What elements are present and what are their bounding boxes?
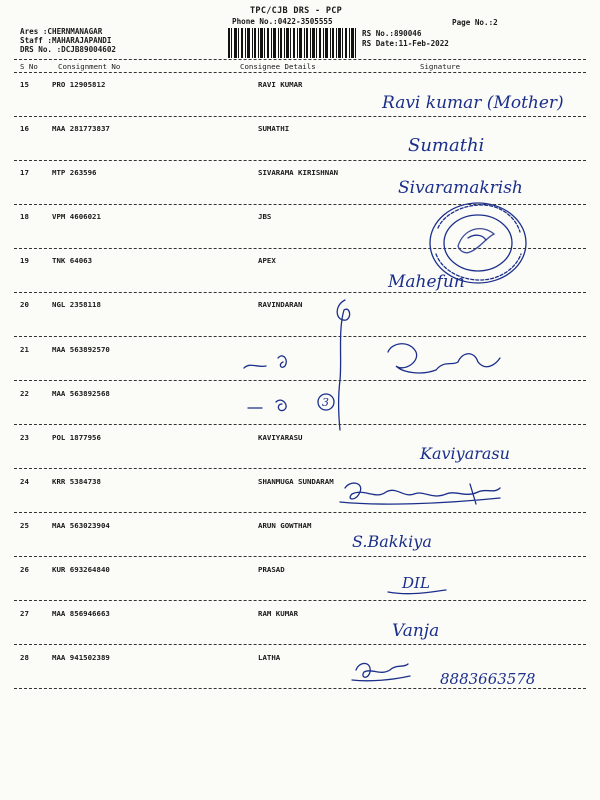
row-consignee: RAVINDARAN (258, 300, 303, 309)
col-header-consignee: Consignee Details (240, 62, 316, 71)
row-consignee: ARUN GOWTHAM (258, 521, 312, 530)
row-consignee: SUMATHI (258, 124, 290, 133)
row-sno: 26 (20, 565, 29, 574)
signature-row-19: Mahefun (388, 272, 465, 292)
signature-row-21-scribble (388, 344, 500, 373)
area-field: Ares :CHERNMANAGAR (20, 27, 103, 36)
row-sno: 22 (20, 389, 29, 398)
row-consignment: KRR 5384738 (52, 477, 101, 486)
rs-number: RS No.:890046 (362, 29, 422, 38)
row-consignment: NGL 2358118 (52, 300, 101, 309)
staff-field: Staff :MAHARAJAPANDI (20, 36, 112, 45)
row-consignee: KAVIYARASU (258, 433, 303, 442)
signature-row-15: Ravi kumar (Mother) (382, 93, 564, 113)
row-consignee: APEX (258, 256, 276, 265)
row-sno: 27 (20, 609, 29, 618)
col-header-consignment: Consignment No (58, 62, 121, 71)
signature-row-17: Sivaramakrish (398, 178, 523, 198)
row-consignment: MAA 856946663 (52, 609, 110, 618)
row-consignee: JBS (258, 212, 272, 221)
signature-row-16: Sumathi (408, 135, 485, 156)
page-number: Page No.:2 (452, 18, 498, 27)
rs-date: RS Date:11-Feb-2022 (362, 39, 449, 48)
signature-row-22-number: 3 (322, 396, 329, 409)
row-consignee: PRASAD (258, 565, 285, 574)
row-consignment: MAA 563892570 (52, 345, 110, 354)
document-title: TPC/CJB DRS - PCP (250, 6, 343, 16)
signature-row-21-mark (244, 356, 286, 368)
signature-row-25: S.Bakkiya (352, 532, 432, 551)
row-sno: 20 (20, 300, 29, 309)
row-sno: 15 (20, 80, 29, 89)
row-sno: 28 (20, 653, 29, 662)
signature-row-26: DIL (402, 574, 430, 592)
row-sno: 18 (20, 212, 29, 221)
row-consignment: PRO 12905812 (52, 80, 106, 89)
row-consignment: VPM 4606021 (52, 212, 101, 221)
row-consignee: SHANMUGA SUNDARAM (258, 477, 334, 486)
row-sno: 16 (20, 124, 29, 133)
row-consignment: POL 1877956 (52, 433, 101, 442)
signature-row-20-stroke (337, 300, 349, 430)
row-consignee: LATHA (258, 653, 281, 662)
col-header-signature: Signature (420, 62, 461, 71)
company-stamp (424, 198, 534, 288)
row-sno: 19 (20, 256, 29, 265)
row-consignment: TNK 64063 (52, 256, 93, 265)
row-consignee: RAVI KUMAR (258, 80, 303, 89)
row-sno: 23 (20, 433, 29, 442)
signature-row-23: Kaviyarasu (420, 444, 510, 463)
signature-row-28-scribble (352, 663, 410, 680)
drs-number: DRS No. :DCJB89004602 (20, 45, 117, 54)
row-consignment: MTP 263596 (52, 168, 97, 177)
row-consignment: MAA 563892568 (52, 389, 110, 398)
signature-row-28-phone: 8883663578 (440, 670, 536, 688)
signature-row-22-mark (248, 400, 286, 410)
signature-row-24-scribble (340, 483, 500, 504)
row-consignment: MAA 563023904 (52, 521, 110, 530)
phone-number: Phone No.:0422-3505555 (232, 17, 333, 26)
row-consignment: MAA 941502389 (52, 653, 110, 662)
col-header-sno: S No (20, 62, 38, 71)
row-consignment: KUR 693264840 (52, 565, 110, 574)
signature-row-27: Vanja (392, 621, 440, 641)
row-sno: 24 (20, 477, 29, 486)
row-sno: 25 (20, 521, 29, 530)
row-consignee: SIVARAMA KIRISHNAN (258, 168, 339, 177)
row-consignee: RAM KUMAR (258, 609, 299, 618)
row-sno: 17 (20, 168, 29, 177)
row-consignment: MAA 281773837 (52, 124, 110, 133)
row-sno: 21 (20, 345, 29, 354)
